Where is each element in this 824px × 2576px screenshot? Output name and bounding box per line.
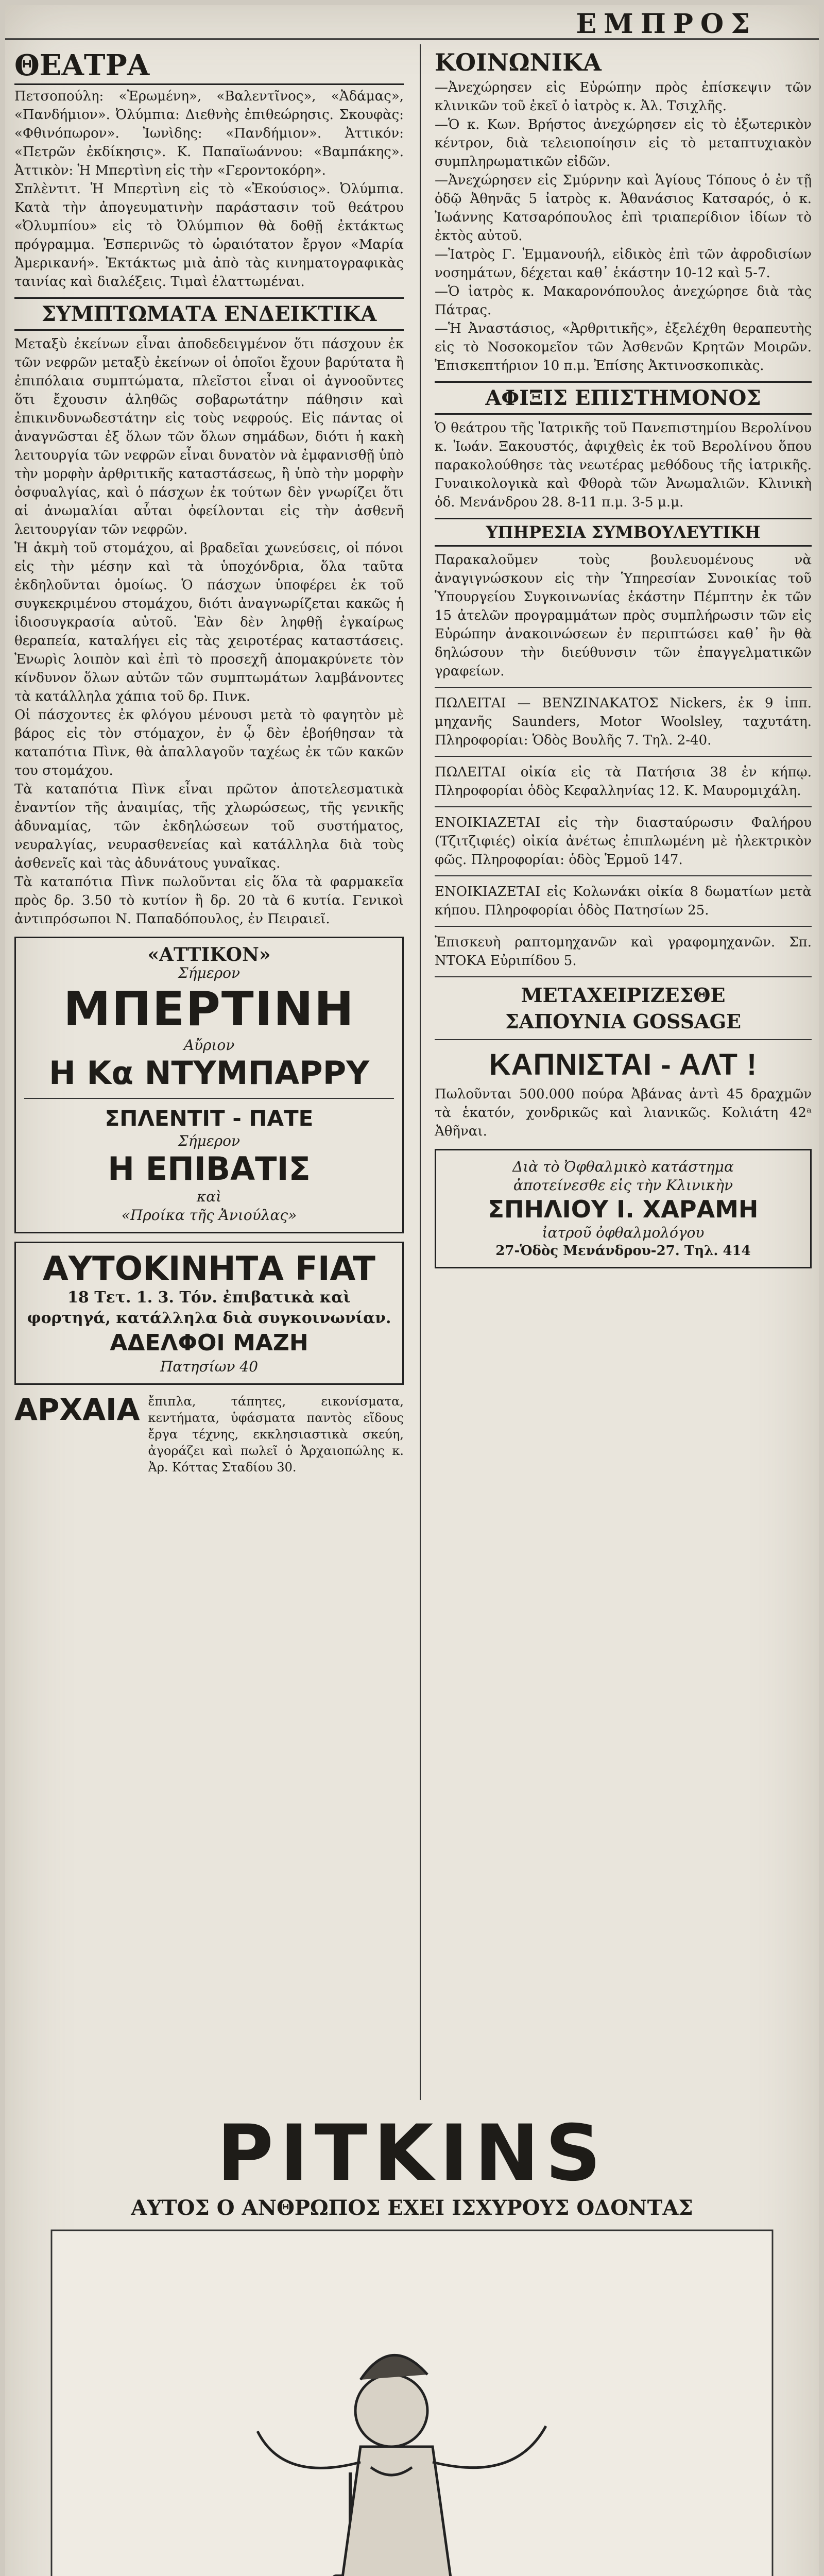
ophthal-name: ΣΠΗΛΙΟΥ Ι. ΧΑΡΑΜΗ xyxy=(488,1195,759,1223)
archaia-text: ἔπιπλα, τάπητες, εικονίσματα, κεντήματα, ὑφάσματα παντὸς εἴδους ἔργα τέχνης, εκκλησιαστικὰ σκεύη, ἀγοράζει καὶ πωλεῖ ὁ Ἀρχαιοπώλης κ. Ἀρ. Κόττας Σταδίου 30. xyxy=(148,1394,404,1475)
archaia-ad xyxy=(14,1393,404,1476)
ophthalmic-ad xyxy=(435,1149,812,1268)
ad-enoikiazetai-2: ΕΝΟΙΚΙΑΖΕΤΑΙ εἰς Κολωνάκι οἰκία 8 δωματίων μετὰ κήπου. Πληροφορίαι ὁδὸς Πατησίων 25. xyxy=(435,884,812,918)
splendid-today: Σήμερον xyxy=(178,1132,241,1149)
masthead-rule xyxy=(5,38,819,40)
newspaper-page xyxy=(5,5,819,2576)
pitkins-brand: PITKINS xyxy=(217,2109,607,2198)
masthead xyxy=(5,5,819,41)
kapnistai-text: Πωλοῦνται 500.000 πούρα Ἀβάνας ἀντὶ 45 δραχμῶν τὰ ἑκατόν, χονδρικῶς καὶ λιανικῶς. Κολιάτη 42ᵃ Ἀθῆναι. xyxy=(435,1087,812,1139)
attikon-venue: «ΑΤΤΙΚΟΝ» xyxy=(147,944,271,965)
savonia-gossage: ΣΑΠΟΥΝΙΑ GOSSAGE xyxy=(505,1010,742,1033)
ophthal-address: 27-Ὁδὸς Μενάνδρου-27. Τηλ. 414 xyxy=(495,1243,751,1259)
splendid-and: καὶ xyxy=(196,1188,222,1205)
fiat-ad xyxy=(14,1242,404,1385)
symptomata-text: Μεταξὺ ἐκείνων εἶναι ἀποδεδειγμένον ὅτι πάσχουν ἐκ τῶν νεφρῶν μεταξὺ ἐκείνων οἱ ὁποῖοι ἔχουν βαρύτατα ἢ ἐπιπόλαια συμπτώματα, πλεῖστοι εἶναι οἱ ἀγνοοῦντες ὅτι ἔχουσιν ἀληθῶς σοβαρωτάτην πάθησιν καὶ ἐπικινδυνωδεστάτην εἰς τοὺς νεφρούς. Εἰς πάντας οἱ ἀναγνῶσται ἐξ ὅλων τῶν ὅλων σημάδων, διότι ἡ κακὴ λειτουργία τῶν νεφρῶν εἶναι δυνατὸν νὰ ἐμφανισθῇ ὑπὸ τὴν μορφὴν ἀρθριτικῆς καταστάσεως, ἢ ὑπὸ τὴν μορφὴν ὀσφυαλγίας, καὶ ὁ πάσχων ἐκ τούτων δὲν γνωρίζει ὅτι αἱ ἀνωμαλίαι αὗται ὀφείλονται εἰς τὴν ἀσθενῆ λειτουργίαν τῶν νεφρῶν. Ἡ ἀκμὴ τοῦ στομάχου, αἱ βραδεῖαι χωνεύσεις, οἱ πόνοι εἰς τὴν μέσην καὶ τὰ ὑποχόνδρια, ὅλα ταῦτα ἐκδηλοῦνται ὁμοίως. Ὁ πάσχων ὑποφέρει ἐκ τοῦ συγκεκριμένου στομάχου, διότι ἀναγνωρίζεται κακῶς ἡ ἰδιοσυγκρασία αὐτοῦ. Ἐὰν δὲν ληφθῇ ἐγκαίρως θεραπεία, καταλήγει εἰς τὰς χειροτέρας καταστάσεις. Ἐνωρὶς λοιπὸν καὶ ἐπὶ τὸ προσεχῆ ἀπομακρύνετε τὸν κίνδυνον ὅλων αὐτῶν τῶν συμπτωμάτων λαμβάνοντες τὰ κατάλληλα χάπια τοῦ δρ. Πινκ. Οἱ πάσχοντες ἐκ φλόγου μένουσι μετὰ τὸ φαγητὸν μὲ βάρος εἰς τὸν στόμαχον, ἐν ᾧ δὲν ἐβοήθησαν τὰ καταπότια Πὶνκ, θὰ ἀπαλλαγοῦν ταχέως ἐκ τῶν κακῶν του στομάχου. Τὰ καταπότια Πὶνκ εἶναι πρῶτον ἀποτελεσματικὰ ἐναντίον τῆς ἀναιμίας, τῆς χλωρώσεως, τῆς γενικῆς ἀδυναμίας, τῶν ἐκδηλώσεων τοῦ συστήματος, νευραλγίας, νευρασθενείας καὶ κατάλληλα διὰ τοὺς ἀσθενεῖς καὶ τὰς ἀδυνάτους γυναῖκας. Τὰ καταπότια Πὶνκ πωλοῦνται εἰς ὅλα τὰ φαρμακεῖα πρὸς δρ. 3.50 τὸ κυτίον ἢ δρ. 20 τὰ 6 κυτία. Γενικοὶ ἀντιπρόσωποι Ν. Παπαδόπουλος, ἐν Πειραιεῖ. xyxy=(14,336,404,927)
ophthal-line3: ἰατροῦ ὀφθαλμολόγου xyxy=(542,1224,705,1241)
strongman-illustration xyxy=(31,2225,793,2576)
ophthal-line2: ἀποτείνεσθε εἰς τὴν Κλινικὴν xyxy=(513,1177,733,1194)
symvouleftiki-heading: ΥΠΗΡΕΣΙΑ ΣΥΜΒΟΥΛΕΥΤΙΚΗ xyxy=(435,518,812,547)
ad-polisi: ΠΩΛΕΙΤΑΙ οἰκία εἰς τὰ Πατήσια 38 ἐν κήπῳ. Πληροφορίαι ὁδὸς Κεφαλληνίας 12. Κ. Μαυρομιχάλη. xyxy=(435,765,812,799)
right-rule-5 xyxy=(435,926,812,927)
pitkins-ad xyxy=(5,2109,819,2576)
right-rule-1 xyxy=(435,687,812,688)
right-rule-2 xyxy=(435,756,812,757)
symvouleftiki-text: Παρακαλοῦμεν τοὺς βουλευομένους νὰ ἀναγιγνώσκουν εἰς τὴν Ὑπηρεσίαν Συνοικίας τοῦ Ὑπουργείου Συγκοινωνίας ἑκάστην Πέμπτην ἐκ τῶν 15 ἀτελῶν προγραμμάτων πρὸς συμπλήρωσιν τῶν εἰς Εὐρώπην ἀνακοινώσεων ἐν περιπτώσει καθ᾿ ἣν θὰ δηλώσουν τὴν διεύθυνσιν τῶν ἐπαγγελματικῶν γραφείων. xyxy=(435,552,812,679)
attikon-rule xyxy=(24,1098,394,1099)
afixis-text: Ὁ θεάτρου τῆς Ἰατρικῆς τοῦ Πανεπιστημίου Βερολίνου κ. Ἰωάν. Ξακουστός, ἀφιχθεὶς ἐκ τοῦ Βερολίνου ὅπου παρακολούθησε τὰς νεωτέρας μεθόδους τῆς ἰατρικῆς. Γυναικολογικὰ καὶ Φθορὰ τῶν Ἀνωμαλιῶν. Κλινικὴ ὁδ. Μενάνδρου 28. 8-11 π.μ. 3-5 μ.μ. xyxy=(435,420,812,510)
right-rule-3 xyxy=(435,806,812,807)
splendid-film: Η ΕΠΙΒΑΤΙΣ xyxy=(108,1150,311,1188)
theatra-heading: ΘΕΑΤΡΑ xyxy=(14,48,404,85)
masthead-title: ΕΜΠΡΟΣ xyxy=(576,8,757,40)
right-rule-4 xyxy=(435,875,812,876)
fiat-title: ΑΥΤΟΚΙΝΗΤΑ FIAT xyxy=(43,1250,375,1288)
left-column xyxy=(5,44,417,2105)
splendid-title: ΣΠΛΕΝΤΙΤ - ΠΑΤΕ xyxy=(105,1106,314,1131)
symptomata-heading: ΣΥΜΠΤΩΜΑΤΑ ΕΝΔΕΙΚΤΙΚΑ xyxy=(14,297,404,331)
archaia-title: ΑΡΧΑΙΑ xyxy=(14,1392,140,1427)
ad-benzina: ΠΩΛΕΙΤΑΙ — ΒΕΝΖΙΝΑΚΑΤΟΣ Nickers, ἐκ 9 ἰππ. μηχανῆς Saunders, Motor Woolsley, ταχυτάτη. Πληροφορίαι: Ὁδὸς Βουλῆς 7. Τηλ. 2-40. xyxy=(435,696,812,748)
right-rule-7 xyxy=(435,1039,812,1040)
right-column xyxy=(423,44,819,2105)
pitkins-tagline: ΑΥΤΟΣ Ο ΑΝΘΡΩΠΟΣ ΕΧΕΙ ΙΣΧΥΡΟΥΣ ΟΔΟΝΤΑΣ xyxy=(131,2196,693,2220)
attikon-tomorrow: Αὔριον xyxy=(183,1037,235,1054)
ad-enoikiazetai-1: ΕΝΟΙΚΙΑΖΕΤΑΙ εἰς τὴν διασταύρωσιν Φαλήρου (Τζιτζιφιές) οἰκία ἀνέτως ἐπιπλωμένη μὲ ἠλεκτρικὸν φῶς. Πληροφορίαι: ὁδὸς Ἑρμοῦ 147. xyxy=(435,815,812,868)
column-divider xyxy=(420,44,421,2100)
attikon-second-star: Η Κα ΝΤΥΜΠΑΡΡΥ xyxy=(48,1054,370,1092)
attikon-ad xyxy=(14,937,404,1233)
afixis-heading: ΑΦΙΞΙΣ ΕΠΙΣΤΗΜΟΝΟΣ xyxy=(435,381,812,415)
fiat-line: 18 Τετ. 1. 3. Τόν. ἐπιβατικὰ καὶ φορτηγά, κατάλληλα διὰ συγκοινωνίαν. xyxy=(27,1289,391,1327)
koinonika-heading: ΚΟΙΝΩΝΙΚΑ xyxy=(435,48,602,76)
ad-epanorthosis: Ἐπισκευὴ ραπτομηχανῶν καὶ γραφομηχανῶν. Σπ. ΝΤΟΚΑ Εὐριπίδου 5. xyxy=(435,935,812,969)
ophthal-line1: Διὰ τὸ Ὀφθαλμικὸ κατάστημα xyxy=(512,1158,734,1175)
metaxeirisiesthe: ΜΕΤΑΧΕΙΡΙΖΕΣΘΕ xyxy=(521,984,726,1007)
right-rule-6 xyxy=(435,976,812,977)
attikon-today: Σήμερον xyxy=(178,964,241,981)
koinonika-text: —Ἀνεχώρησεν εἰς Εὐρώπην πρὸς ἐπίσκεψιν τῶν κλινικῶν τοῦ ἐκεῖ ὁ ἰατρὸς κ. Ἀλ. Τσιχλῆς. —Ὁ κ. Κων. Βρήστος ἀνεχώρησεν εἰς τὸ ἐξωτερικὸν κέντρον, διὰ τελειοποίησιν εἰς τὸ μεταπτυχιακὸν συμπληρωματικῶν εἰδῶν. —Ἀνεχώρησεν εἰς Σμύρνην καὶ Ἁγίους Τόπους ὁ ἐν τῇ ὁδῷ Ἀθηνᾶς 5 ἰατρὸς κ. Ἀθανάσιος Κατσαρός, ὁ κ. Ἰωάννης Κατσαρόπουλος ἐπὶ τριαπερίδιον ἰδίων τὸ ἐκτὸς αὐτοῦ. —Ἰατρὸς Γ. Ἐμμανουήλ, εἰδικὸς ἐπὶ τῶν ἀφροδισίων νοσημάτων, δέχεται καθ᾿ ἑκάστην 10-12 καὶ 5-7. —Ὁ ἰατρὸς κ. Μακαρονόπουλος ἀνεχώρησε διὰ τὰς Πάτρας. —Ἡ Ἀναστάσιος, «Ἀρθριτικῆς», ἐξελέχθη θεραπευτὴς εἰς τὸ Νοσοκομεῖον τῶν Ἀσθενῶν Κρητῶν Μοιρῶν. Ἐπισκεπτήριον 10 π.μ. Ἐπίσης Ἀκτινοσκοπικὰς. xyxy=(435,80,812,374)
splendid-extra: «Προίκα τῆς Ἀνιούλας» xyxy=(121,1207,297,1224)
fiat-dealer: ΑΔΕΛΦΟΙ ΜΑΖΗ xyxy=(110,1330,308,1356)
theatra-text: Πετσοπούλη: «Ἐρωμένη», «Βαλεντῖνος», «Ἀδάμας», «Πανδήμιον». Ὀλύμπια: Διεθνὴς ἐπιθεώρησις. Σκουφὰς: «Φθινόπωρον». Ἰωνὶδης: «Πανδήμιον». Ἀττικόν: «Πετρῶν ἐκδίκησις». Κ. Παπαϊωάννου: «Βαμπάκης». Ἀττικὸν: Ἡ Μπερτὶνη εἰς τὴν «Γεροντοκόρη». Σπλὲντιτ. Ἡ Μπερτὶνη εἰς τὸ «Ἐκούσιος». Ὀλύμπια. Κατὰ τὴν ἀπογευματινὴν παράστασιν τοῦ θεάτρου «Ὀλυμπίου» εἰς τὸ Ὀλύμπιον θὰ δοθῇ ἐκτάκτως πρόγραμμα. Ἑσπερινῶς τὸ ὡραιότατον ἔργον «Μαρία Ἀμερικανή». Ἐκτάκτως μιὰ ἀπὸ τὰς κινηματογραφικὰς ταινίας καὶ διαλέξεις. Τιμαὶ ἐλαττωμέναι. xyxy=(14,89,404,290)
attikon-star: ΜΠΕΡΤΙΝΗ xyxy=(63,981,355,1037)
fiat-address: Πατησίων 40 xyxy=(160,1358,259,1375)
kapnistai-heading: ΚΑΠΝΙΣΤΑΙ - ΑΛΤ ! xyxy=(489,1048,758,1081)
